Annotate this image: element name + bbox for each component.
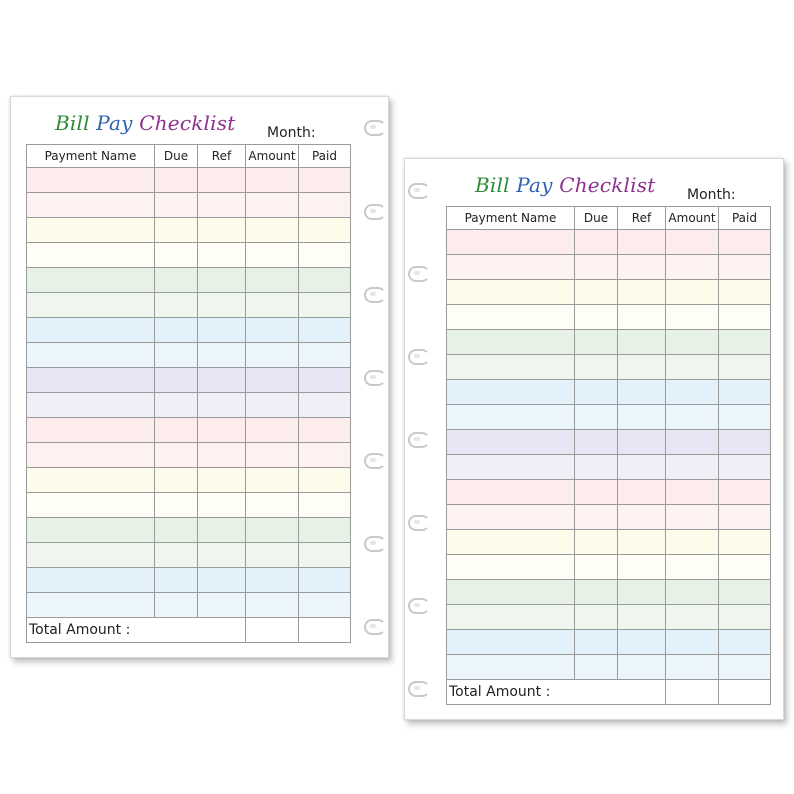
bill-cell[interactable] — [447, 580, 575, 605]
bill-cell[interactable] — [299, 393, 351, 418]
bill-cell[interactable] — [719, 330, 771, 355]
bill-row — [27, 468, 351, 493]
total-paid-cell[interactable] — [719, 680, 771, 705]
binder-ring-icon — [408, 266, 430, 282]
bill-cell[interactable] — [719, 355, 771, 380]
bill-cell[interactable] — [155, 368, 198, 393]
bill-cell[interactable] — [447, 280, 575, 305]
bill-cell[interactable] — [666, 530, 719, 555]
bill-cell[interactable] — [198, 443, 246, 468]
bill-row — [27, 168, 351, 193]
bill-cell[interactable] — [198, 218, 246, 243]
bill-cell[interactable] — [447, 330, 575, 355]
bill-cell[interactable] — [246, 243, 299, 268]
bill-cell[interactable] — [246, 343, 299, 368]
bill-row — [27, 293, 351, 318]
bill-cell[interactable] — [447, 355, 575, 380]
bill-cell[interactable] — [618, 305, 666, 330]
total-amount-cell[interactable] — [666, 680, 719, 705]
bill-cell[interactable] — [198, 393, 246, 418]
bill-cell[interactable] — [575, 630, 618, 655]
bill-cell[interactable] — [666, 455, 719, 480]
column-header: Payment Name — [447, 207, 575, 230]
bill-row — [447, 405, 771, 430]
bill-row — [447, 330, 771, 355]
total-amount-label: Total Amount : — [27, 618, 155, 643]
bill-cell[interactable] — [198, 568, 246, 593]
bill-cell[interactable] — [27, 368, 155, 393]
column-header: Amount — [666, 207, 719, 230]
bill-cell[interactable] — [575, 605, 618, 630]
bill-cell[interactable] — [447, 505, 575, 530]
bill-cell[interactable] — [666, 405, 719, 430]
bill-cell[interactable] — [198, 518, 246, 543]
binder-ring-icon — [408, 681, 430, 697]
binder-ring-icon — [408, 432, 430, 448]
bill-cell[interactable] — [299, 593, 351, 618]
bill-row — [27, 518, 351, 543]
bill-cell[interactable] — [719, 530, 771, 555]
bill-cell[interactable] — [618, 530, 666, 555]
bill-cell[interactable] — [618, 580, 666, 605]
bill-cell[interactable] — [27, 568, 155, 593]
title-word-checklist: Checklist — [559, 173, 656, 197]
bill-cell[interactable] — [198, 418, 246, 443]
title-word-pay: Pay — [516, 173, 553, 197]
bill-cell[interactable] — [666, 280, 719, 305]
bill-row — [27, 568, 351, 593]
column-header: Amount — [246, 145, 299, 168]
bill-cell[interactable] — [27, 393, 155, 418]
bill-cell[interactable] — [575, 305, 618, 330]
bill-cell[interactable] — [27, 443, 155, 468]
bill-cell[interactable] — [27, 268, 155, 293]
bill-cell[interactable] — [666, 255, 719, 280]
bill-cell[interactable] — [27, 293, 155, 318]
bill-cell[interactable] — [299, 543, 351, 568]
bill-cell[interactable] — [198, 293, 246, 318]
binder-ring-icon — [364, 120, 386, 136]
bill-cell[interactable] — [575, 430, 618, 455]
column-header: Payment Name — [27, 145, 155, 168]
bill-cell[interactable] — [618, 330, 666, 355]
bill-cell[interactable] — [575, 280, 618, 305]
total-amount-spacer — [575, 680, 666, 705]
bill-cell[interactable] — [155, 243, 198, 268]
total-row — [27, 618, 351, 643]
page-title — [55, 111, 235, 135]
binder-ring-icon — [364, 453, 386, 469]
bill-cell[interactable] — [299, 193, 351, 218]
bill-row — [447, 630, 771, 655]
bill-row — [447, 580, 771, 605]
bill-cell[interactable] — [618, 455, 666, 480]
bill-cell[interactable] — [155, 218, 198, 243]
bill-row — [447, 380, 771, 405]
bill-cell[interactable] — [575, 480, 618, 505]
binder-ring-icon — [408, 183, 430, 199]
bill-cell[interactable] — [155, 168, 198, 193]
bill-cell[interactable] — [198, 368, 246, 393]
column-header: Ref — [198, 145, 246, 168]
bill-row — [447, 455, 771, 480]
bill-cell[interactable] — [155, 343, 198, 368]
bill-cell[interactable] — [447, 255, 575, 280]
column-header: Paid — [719, 207, 771, 230]
bill-cell[interactable] — [155, 418, 198, 443]
bill-cell[interactable] — [666, 355, 719, 380]
bill-cell[interactable] — [447, 405, 575, 430]
binder-ring-icon — [408, 515, 430, 531]
binder-ring-icon — [408, 349, 430, 365]
bill-cell[interactable] — [198, 318, 246, 343]
bill-cell[interactable] — [719, 630, 771, 655]
planner-page-left — [10, 96, 389, 658]
bill-cell[interactable] — [719, 280, 771, 305]
bill-cell[interactable] — [246, 443, 299, 468]
bill-cell[interactable] — [618, 505, 666, 530]
bill-cell[interactable] — [246, 493, 299, 518]
header-row — [27, 145, 351, 168]
bill-cell[interactable] — [27, 218, 155, 243]
title-word-pay: Pay — [96, 111, 133, 135]
bill-cell[interactable] — [447, 480, 575, 505]
bill-cell[interactable] — [155, 443, 198, 468]
bill-cell[interactable] — [299, 518, 351, 543]
month-label: Month: — [267, 125, 316, 141]
bill-cell[interactable] — [447, 455, 575, 480]
bill-cell[interactable] — [618, 630, 666, 655]
bill-cell[interactable] — [575, 530, 618, 555]
bill-row — [447, 230, 771, 255]
bill-cell[interactable] — [575, 255, 618, 280]
bill-cell[interactable] — [198, 593, 246, 618]
bill-row — [27, 193, 351, 218]
bill-row — [27, 543, 351, 568]
month-label: Month: — [687, 187, 736, 203]
bill-cell[interactable] — [575, 380, 618, 405]
bill-cell[interactable] — [666, 655, 719, 680]
bill-row — [447, 305, 771, 330]
bill-cell[interactable] — [575, 455, 618, 480]
bill-cell[interactable] — [666, 505, 719, 530]
title-word-checklist: Checklist — [139, 111, 236, 135]
bill-cell[interactable] — [155, 518, 198, 543]
bill-cell[interactable] — [198, 343, 246, 368]
bill-row — [27, 393, 351, 418]
bill-cell[interactable] — [719, 405, 771, 430]
bill-cell[interactable] — [299, 493, 351, 518]
bill-row — [27, 493, 351, 518]
bill-row — [447, 255, 771, 280]
bill-cell[interactable] — [299, 218, 351, 243]
bill-cell[interactable] — [618, 355, 666, 380]
bill-cell[interactable] — [27, 318, 155, 343]
bill-cell[interactable] — [155, 268, 198, 293]
bill-cell[interactable] — [27, 343, 155, 368]
bill-row — [447, 505, 771, 530]
bill-cell[interactable] — [447, 555, 575, 580]
bill-cell[interactable] — [299, 243, 351, 268]
bill-row — [447, 605, 771, 630]
binder-ring-icon — [364, 287, 386, 303]
bill-cell[interactable] — [447, 230, 575, 255]
bill-row — [27, 343, 351, 368]
bill-cell[interactable] — [447, 305, 575, 330]
bill-cell[interactable] — [666, 380, 719, 405]
bill-cell[interactable] — [447, 380, 575, 405]
bill-cell[interactable] — [246, 468, 299, 493]
bill-row — [447, 355, 771, 380]
bill-row — [447, 480, 771, 505]
bill-cell[interactable] — [666, 555, 719, 580]
bill-cell[interactable] — [719, 455, 771, 480]
bill-cell[interactable] — [246, 518, 299, 543]
total-paid-cell[interactable] — [299, 618, 351, 643]
bill-cell[interactable] — [666, 230, 719, 255]
bill-cell[interactable] — [27, 493, 155, 518]
bill-cell[interactable] — [618, 380, 666, 405]
bill-cell[interactable] — [447, 605, 575, 630]
column-header: Ref — [618, 207, 666, 230]
bill-cell[interactable] — [246, 393, 299, 418]
bill-cell[interactable] — [246, 193, 299, 218]
bill-cell[interactable] — [246, 318, 299, 343]
bill-cell[interactable] — [198, 543, 246, 568]
bill-cell[interactable] — [666, 480, 719, 505]
bill-cell[interactable] — [299, 418, 351, 443]
bill-cell[interactable] — [575, 230, 618, 255]
header-row — [447, 207, 771, 230]
title-word-bill: Bill — [475, 173, 510, 197]
bill-cell[interactable] — [447, 630, 575, 655]
bill-cell[interactable] — [155, 543, 198, 568]
bill-cell[interactable] — [666, 605, 719, 630]
bill-cell[interactable] — [719, 380, 771, 405]
bill-cell[interactable] — [618, 605, 666, 630]
bill-cell[interactable] — [27, 543, 155, 568]
bill-cell[interactable] — [719, 555, 771, 580]
bill-cell[interactable] — [447, 655, 575, 680]
page-title — [475, 173, 655, 197]
bill-row — [27, 243, 351, 268]
bill-cell[interactable] — [618, 255, 666, 280]
bill-cell[interactable] — [246, 268, 299, 293]
bill-cell[interactable] — [299, 468, 351, 493]
bill-table — [26, 144, 351, 643]
bill-row — [447, 280, 771, 305]
bill-table — [446, 206, 771, 705]
column-header: Due — [575, 207, 618, 230]
bill-cell[interactable] — [575, 330, 618, 355]
bill-cell[interactable] — [618, 280, 666, 305]
bill-cell[interactable] — [27, 518, 155, 543]
bill-cell[interactable] — [575, 555, 618, 580]
bill-cell[interactable] — [155, 193, 198, 218]
bill-cell[interactable] — [198, 268, 246, 293]
bill-cell[interactable] — [299, 368, 351, 393]
bill-row — [27, 593, 351, 618]
bill-cell[interactable] — [246, 168, 299, 193]
bill-cell[interactable] — [618, 405, 666, 430]
bill-row — [27, 218, 351, 243]
bill-cell[interactable] — [719, 430, 771, 455]
column-header: Due — [155, 145, 198, 168]
bill-cell[interactable] — [155, 468, 198, 493]
bill-row — [447, 655, 771, 680]
bill-cell[interactable] — [198, 243, 246, 268]
bill-cell[interactable] — [198, 493, 246, 518]
bill-cell[interactable] — [246, 543, 299, 568]
bill-cell[interactable] — [27, 243, 155, 268]
bill-cell[interactable] — [155, 493, 198, 518]
bill-row — [27, 268, 351, 293]
bill-row — [27, 318, 351, 343]
binder-ring-icon — [364, 536, 386, 552]
bill-cell[interactable] — [719, 505, 771, 530]
bill-cell[interactable] — [246, 568, 299, 593]
bill-cell[interactable] — [299, 443, 351, 468]
bill-cell[interactable] — [447, 430, 575, 455]
title-word-bill: Bill — [55, 111, 90, 135]
bill-cell[interactable] — [666, 430, 719, 455]
total-amount-label: Total Amount : — [447, 680, 575, 705]
bill-cell[interactable] — [666, 330, 719, 355]
total-amount-cell[interactable] — [246, 618, 299, 643]
bill-cell[interactable] — [719, 230, 771, 255]
bill-cell[interactable] — [575, 355, 618, 380]
bill-cell[interactable] — [155, 593, 198, 618]
bill-cell[interactable] — [246, 293, 299, 318]
binder-ring-icon — [364, 370, 386, 386]
bill-cell[interactable] — [27, 468, 155, 493]
bill-cell[interactable] — [27, 418, 155, 443]
bill-cell[interactable] — [299, 318, 351, 343]
total-amount-spacer — [155, 618, 246, 643]
bill-cell[interactable] — [155, 568, 198, 593]
bill-row — [27, 443, 351, 468]
bill-cell[interactable] — [719, 480, 771, 505]
bill-cell[interactable] — [447, 530, 575, 555]
planner-page-right — [404, 158, 784, 720]
bill-cell[interactable] — [666, 305, 719, 330]
bill-cell[interactable] — [246, 418, 299, 443]
bill-cell[interactable] — [575, 580, 618, 605]
bill-cell[interactable] — [618, 655, 666, 680]
bill-cell[interactable] — [155, 293, 198, 318]
bill-row — [447, 555, 771, 580]
bill-cell[interactable] — [299, 268, 351, 293]
bill-cell[interactable] — [719, 255, 771, 280]
bill-cell[interactable] — [27, 593, 155, 618]
bill-cell[interactable] — [299, 568, 351, 593]
bill-cell[interactable] — [198, 468, 246, 493]
bill-cell[interactable] — [618, 230, 666, 255]
bill-cell[interactable] — [198, 168, 246, 193]
bill-cell[interactable] — [299, 343, 351, 368]
binder-ring-icon — [364, 204, 386, 220]
bill-cell[interactable] — [618, 555, 666, 580]
bill-cell[interactable] — [246, 593, 299, 618]
bill-cell[interactable] — [719, 605, 771, 630]
bill-cell[interactable] — [155, 318, 198, 343]
bill-cell[interactable] — [575, 405, 618, 430]
bill-cell[interactable] — [719, 655, 771, 680]
bill-cell[interactable] — [719, 580, 771, 605]
bill-row — [27, 418, 351, 443]
bill-cell[interactable] — [246, 368, 299, 393]
bill-cell[interactable] — [618, 430, 666, 455]
bill-cell[interactable] — [575, 505, 618, 530]
bill-row — [447, 530, 771, 555]
bill-cell[interactable] — [246, 218, 299, 243]
total-row — [447, 680, 771, 705]
bill-cell[interactable] — [198, 193, 246, 218]
bill-cell[interactable] — [666, 630, 719, 655]
binder-ring-icon — [364, 619, 386, 635]
column-header: Paid — [299, 145, 351, 168]
bill-cell[interactable] — [618, 480, 666, 505]
binder-ring-icon — [408, 598, 430, 614]
bill-cell[interactable] — [299, 293, 351, 318]
bill-cell[interactable] — [155, 393, 198, 418]
bill-cell[interactable] — [666, 580, 719, 605]
bill-cell[interactable] — [27, 168, 155, 193]
bill-cell[interactable] — [719, 305, 771, 330]
bill-cell[interactable] — [27, 193, 155, 218]
bill-cell[interactable] — [299, 168, 351, 193]
bill-row — [447, 430, 771, 455]
bill-row — [27, 368, 351, 393]
bill-cell[interactable] — [575, 655, 618, 680]
